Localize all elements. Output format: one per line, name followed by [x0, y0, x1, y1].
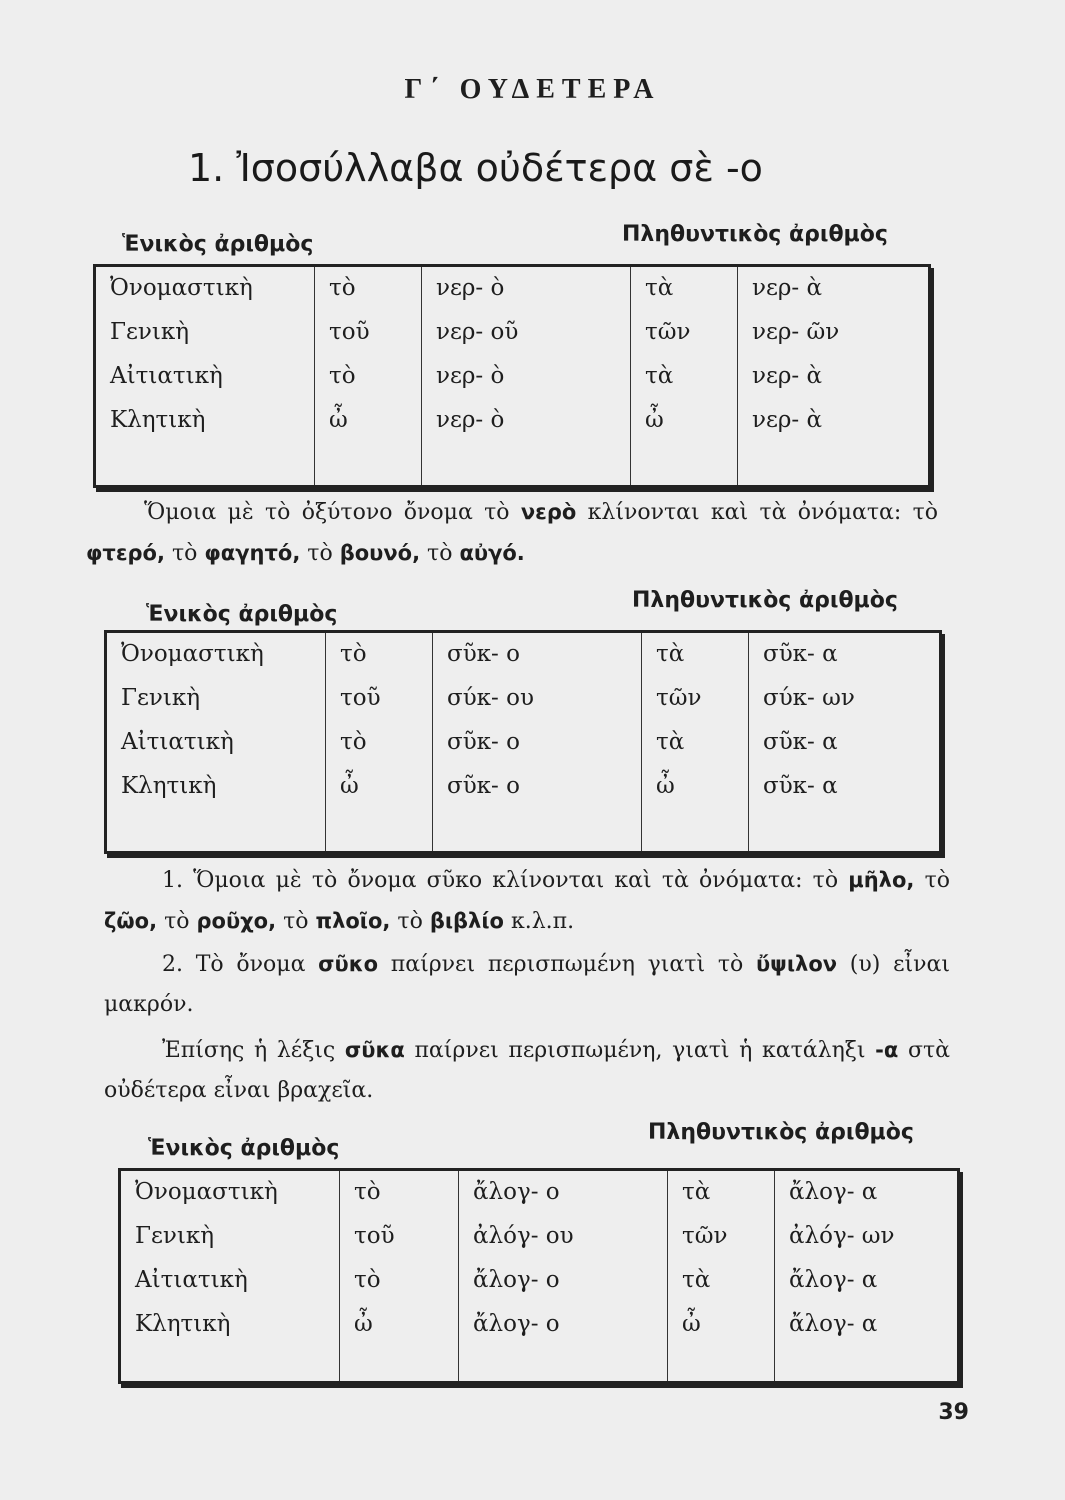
- article: τῶν: [656, 685, 702, 711]
- note-paragraph: Ὅμοια μὲ τὸ ὀξύτονο ὄνομα τὸ νερὸ κλίνονται καὶ τὰ ὀνόματα: τὸ φτερό, τὸ φαγητό, τὸ βουνό, τὸ αὐγό.: [86, 500, 938, 566]
- declension-table: [104, 630, 942, 854]
- note-paragraph: Ἐπίσης ἡ λέξις σῦκα παίρνει περισπωμένη, γιατὶ ἡ κατάληξι -α στὰ οὐδέτερα εἶναι βραχεῖα.: [104, 1038, 951, 1103]
- noun-form: ἄλογ- α: [789, 1311, 878, 1337]
- case-name: Αἰτιατικὴ: [110, 363, 223, 389]
- noun-form: ἄλογ- α: [789, 1179, 878, 1205]
- case-name: Κλητικὴ: [121, 773, 217, 799]
- noun-form: ἀλόγ- ου: [473, 1223, 574, 1249]
- noun-form: ἄλογ- α: [789, 1267, 878, 1293]
- article: τοῦ: [329, 319, 370, 345]
- case-name: Γενικὴ: [110, 319, 190, 345]
- noun-form: ἄλογ- ο: [473, 1179, 560, 1205]
- article: τῶν: [682, 1223, 728, 1249]
- article: τὸ: [340, 641, 367, 667]
- article: ὦ: [682, 1311, 701, 1337]
- article: τὰ: [645, 275, 674, 301]
- noun-form: νερ- ῶν: [752, 319, 840, 345]
- article: τῶν: [645, 319, 691, 345]
- noun-form: σῦκ- α: [763, 773, 838, 799]
- article: τὰ: [656, 729, 685, 755]
- noun-form: νερ- ὰ: [752, 407, 823, 433]
- article: τὸ: [340, 729, 367, 755]
- noun-form: σῦκ- ο: [447, 773, 520, 799]
- article: τοῦ: [354, 1223, 395, 1249]
- case-name: Κλητικὴ: [135, 1311, 231, 1337]
- noun-form: νερ- ὸ: [436, 407, 505, 433]
- article: τὸ: [354, 1267, 381, 1293]
- noun-form: ἄλογ- ο: [473, 1311, 560, 1337]
- page-number: 39: [938, 1400, 969, 1425]
- note-paragraph: 2. Τὸ ὄνομα σῦκο παίρνει περισπωμένη γιατὶ τὸ ὔψιλον (υ) εἶναι μακρόν.: [104, 952, 950, 1017]
- article: ὦ: [340, 773, 359, 799]
- chapter-heading: 1. Ἰσοσύλλαβα οὐδέτερα σὲ -ο: [188, 146, 763, 190]
- case-name: Ὀνομαστικὴ: [135, 1179, 278, 1205]
- article: τὰ: [656, 641, 685, 667]
- noun-form: σύκ- ων: [763, 685, 855, 711]
- section-title: Γ΄ ΟΥΔΕΤΕΡΑ: [404, 74, 661, 105]
- noun-form: νερ- ὰ: [752, 275, 823, 301]
- case-name: Αἰτιατικὴ: [121, 729, 234, 755]
- article: τὸ: [329, 363, 356, 389]
- case-name: Γενικὴ: [135, 1223, 215, 1249]
- case-name: Ὀνομαστικὴ: [110, 275, 253, 301]
- noun-form: σῦκ- ο: [447, 729, 520, 755]
- noun-form: σῦκ- α: [763, 729, 838, 755]
- noun-form: νερ- ὸ: [436, 275, 505, 301]
- noun-form: νερ- οῦ: [436, 319, 519, 345]
- noun-form: ἄλογ- ο: [473, 1267, 560, 1293]
- article: τὰ: [682, 1267, 711, 1293]
- note-paragraph: 1. Ὅμοια μὲ τὸ ὄνομα σῦκο κλίνονται καὶ τὰ ὀνόματα: τὸ μῆλο, τὸ ζῶο, τὸ ροῦχο, τὸ πλοῖο, τὸ βιβλίο κ.λ.π.: [104, 868, 950, 934]
- noun-form: σύκ- ου: [447, 685, 534, 711]
- noun-form: νερ- ὸ: [436, 363, 505, 389]
- article: τοῦ: [340, 685, 381, 711]
- plural-label: Πληθυντικὸς ἀριθμὸς: [632, 588, 898, 613]
- article: ὦ: [645, 407, 664, 433]
- noun-form: σῦκ- α: [763, 641, 838, 667]
- article: ὦ: [656, 773, 675, 799]
- plural-label: Πληθυντικὸς ἀριθμὸς: [622, 222, 888, 247]
- singular-label: Ἑνικὸς ἀριθμὸς: [122, 232, 314, 257]
- declension-table: [93, 264, 931, 488]
- declension-table: [118, 1168, 960, 1384]
- article: τὸ: [329, 275, 356, 301]
- noun-form: νερ- ὰ: [752, 363, 823, 389]
- case-name: Ὀνομαστικὴ: [121, 641, 264, 667]
- article: ὦ: [329, 407, 348, 433]
- article: ὦ: [354, 1311, 373, 1337]
- singular-label: Ἑνικὸς ἀριθμὸς: [146, 602, 338, 627]
- case-name: Κλητικὴ: [110, 407, 206, 433]
- article: τὸ: [354, 1179, 381, 1205]
- case-name: Γενικὴ: [121, 685, 201, 711]
- noun-form: ἀλόγ- ων: [789, 1223, 895, 1249]
- noun-form: σῦκ- ο: [447, 641, 520, 667]
- singular-label: Ἑνικὸς ἀριθμὸς: [148, 1136, 340, 1161]
- plural-label: Πληθυντικὸς ἀριθμὸς: [648, 1120, 914, 1145]
- article: τὰ: [682, 1179, 711, 1205]
- case-name: Αἰτιατικὴ: [135, 1267, 248, 1293]
- article: τὰ: [645, 363, 674, 389]
